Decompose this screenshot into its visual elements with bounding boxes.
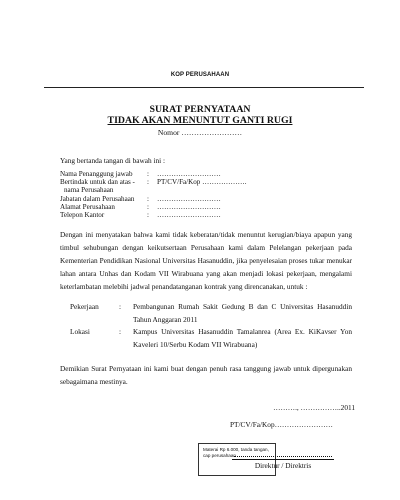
signature-underline <box>232 459 334 460</box>
document-number: Nomor …………………… <box>157 128 243 137</box>
detail-label-lokasi: Lokasi <box>70 327 90 336</box>
field-colon: : <box>147 211 149 219</box>
detail-colon: : <box>119 327 122 336</box>
field-value-alamat: ……………………… <box>157 203 221 211</box>
document-subtitle: TIDAK AKAN MENUNTUT GANTI RUGI <box>107 115 293 126</box>
statement-paragraph: Dengan ini menyatakan bahwa kami tidak keberatan/tidak menuntut kerugian/biaya apapun yang timbul sehubungan dengan keikutsertaan Perusahaan kami dalam Pelelangan pekerjaan pada Kementerian Pendidikan Nasional Universitas Hasanuddin, jika penyelesaian proses tukar menukar lahan antara Unhas dan Kodam VII Wirabuana yang akan menjadi lokasi pekerjaan, mengalami keterlambatan melebihi jadwal penandatanganan kontrak yang direncanakan, untuk : <box>60 230 352 291</box>
field-colon: : <box>147 170 149 178</box>
signature-dotted-line <box>234 456 332 457</box>
detail-value-pekerjaan: Pembangunan Rumah Sakit Gedung B dan C Universitas Hasanuddin Tahun Anggaran 2011 <box>133 302 352 324</box>
field-colon: : <box>147 178 149 186</box>
materai-note: Materai Rp 6.000, tanda tangan, cap perusahaan <box>203 447 269 458</box>
kop-perusahaan-heading: KOP PERUSAHAAN <box>170 72 230 78</box>
field-label-nama-perusahaan: nama Perusahaan <box>64 186 114 194</box>
field-label-telepon: Telepon Kantor <box>60 211 105 219</box>
detail-value-lokasi: Kampus Universitas Hasanuddin Tamalanrea (Area Ex. KiKavser Yon Kaveleri 10/Serbu Kodam VII Wirabuana) <box>133 327 352 349</box>
company-signature-line: PT/CV/Fa/Kop…………………… <box>230 420 333 429</box>
field-label-bertindak: Bertindak untuk dan atas - <box>60 178 135 186</box>
header-divider <box>44 87 364 88</box>
field-label-jabatan: Jabatan dalam Perusahaan <box>60 195 135 203</box>
signatory-title: Direktur / Direktris <box>254 461 312 470</box>
detail-colon: : <box>119 302 122 311</box>
place-date-line: ………., ……………..2011 <box>273 403 355 412</box>
field-label-alamat: Alamat Perusahaan <box>60 203 115 211</box>
closing-paragraph: Demikian Surat Pernyataan ini kami buat dengan penuh rasa tanggung jawab untuk dipergunakan sebagaimana mestinya. <box>60 364 352 386</box>
field-colon: : <box>147 195 149 203</box>
intro-text: Yang bertanda tangan di bawah ini : <box>60 156 166 165</box>
field-value-telepon: ……………………… <box>157 211 221 219</box>
field-label-nama: Nama Penanggung jawab <box>60 170 133 178</box>
field-colon: : <box>147 203 149 211</box>
document-title: SURAT PERNYATAAN <box>149 104 251 115</box>
detail-label-pekerjaan: Pekerjaan <box>70 302 99 311</box>
field-value-nama: ……………………… <box>157 170 221 178</box>
field-value-perusahaan: PT/CV/Fa/Kop ………………. <box>157 178 247 186</box>
field-value-jabatan: ……………………… <box>157 195 221 203</box>
